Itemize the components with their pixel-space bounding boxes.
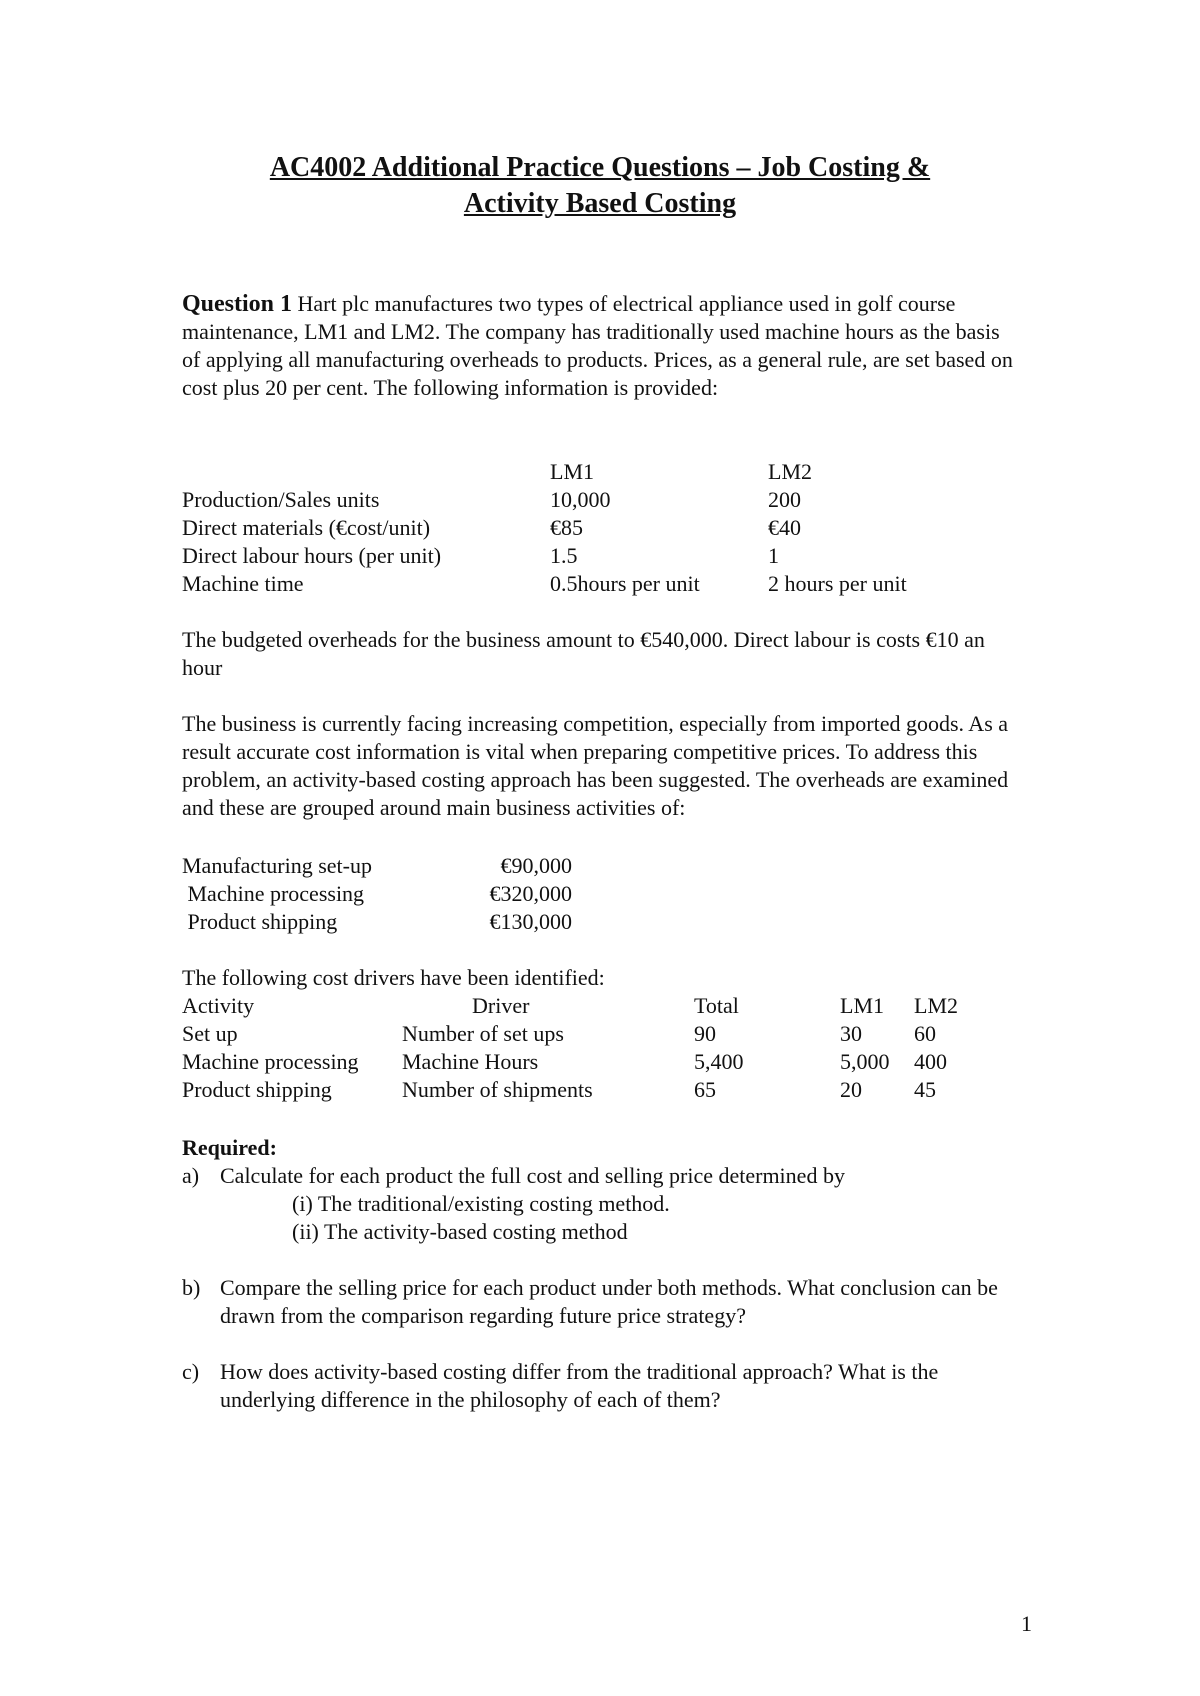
overheads-paragraph	[182, 626, 1022, 682]
required-label: Required:	[182, 1135, 277, 1160]
driver-name: Number of shipments	[402, 1077, 593, 1102]
row-lm2: 2 hours per unit	[768, 571, 907, 596]
question-1-intro	[182, 290, 1022, 402]
activity-amount: €90,000	[500, 853, 572, 878]
row-lm1: 10,000	[550, 487, 611, 512]
product-header-lm1: LM1	[550, 459, 594, 484]
competition-paragraph	[182, 710, 1022, 822]
product-header-lm2: LM2	[768, 459, 812, 484]
drivers-header-driver: Driver	[472, 993, 530, 1018]
list-marker-a: a)	[182, 1163, 200, 1188]
row-lm1: 0.5hours per unit	[550, 571, 700, 596]
required-b-text: Compare the selling price for each product under both methods. What conclusion can be drawn from the comparison regarding future price strategy?	[220, 1275, 998, 1328]
driver-lm2: 400	[914, 1049, 947, 1074]
driver-lm1: 20	[840, 1077, 862, 1102]
activity-amount: €320,000	[489, 881, 572, 906]
list-item	[182, 1162, 1032, 1190]
driver-lm2: 60	[914, 1021, 936, 1046]
row-lm2: 200	[768, 487, 801, 512]
driver-total: 65	[694, 1077, 716, 1102]
drivers-header-activity: Activity	[182, 993, 255, 1018]
activity-row	[182, 852, 572, 880]
drivers-header-total: Total	[694, 993, 739, 1018]
competition-text: The business is currently facing increasing competition, especially from imported goods. As a result accurate cost information is vital when preparing competitive prices. To address this problem, an activity-based costing approach has been suggested. The overheads are examined and these are grouped around main business activities of:	[182, 711, 1009, 820]
required-a-i: (i) The traditional/existing costing method.	[292, 1191, 670, 1216]
activity-row	[182, 880, 572, 908]
row-lm1: €85	[550, 515, 583, 540]
activity-name: Manufacturing set-up	[182, 853, 372, 878]
row-lm2: 1	[768, 543, 779, 568]
row-label: Machine time	[182, 571, 304, 596]
driver-name: Machine Hours	[402, 1049, 539, 1074]
activity-row	[182, 908, 572, 936]
list-item	[182, 1274, 1032, 1330]
row-label: Production/Sales units	[182, 487, 380, 512]
title-line-1: AC4002 Additional Practice Questions – Job Costing &	[269, 152, 931, 183]
driver-total: 90	[694, 1021, 716, 1046]
page-title	[182, 150, 1018, 222]
driver-activity: Machine processing	[182, 1049, 359, 1074]
driver-name: Number of set ups	[402, 1021, 564, 1046]
question-label: Question 1	[182, 291, 293, 317]
title-line-2: Activity Based Costing	[463, 188, 737, 219]
driver-lm1: 5,000	[840, 1049, 890, 1074]
activity-name: Product shipping	[182, 909, 338, 934]
overheads-text: The budgeted overheads for the business amount to €540,000. Direct labour is costs €10 an hour	[182, 627, 985, 680]
required-a-text: Calculate for each product the full cost and selling price determined by	[220, 1163, 845, 1188]
driver-total: 5,400	[694, 1049, 744, 1074]
row-label: Direct labour hours (per unit)	[182, 543, 442, 568]
required-c-text: How does activity-based costing differ from the traditional approach? What is the underlying difference in the philosophy of each of them?	[220, 1359, 939, 1412]
list-item	[182, 1358, 1032, 1414]
required-a-ii: (ii) The activity-based costing method	[292, 1219, 628, 1244]
page-number: 1	[1021, 1611, 1032, 1636]
drivers-intro	[182, 964, 1022, 992]
driver-lm2: 45	[914, 1077, 936, 1102]
drivers-header-lm2: LM2	[914, 993, 958, 1018]
question-intro-text: Hart plc manufactures two types of electrical appliance used in golf course maintenance, LM1 and LM2. The company has traditionally used machine hours as the basis of applying all manufacturing overheads to products. Prices, as a general rule, are set based on cost plus 20 per cent. The following information is provided:	[182, 291, 1013, 400]
driver-activity: Product shipping	[182, 1077, 332, 1102]
drivers-intro-text: The following cost drivers have been identified:	[182, 965, 605, 990]
driver-lm1: 30	[840, 1021, 862, 1046]
list-marker-c: c)	[182, 1359, 200, 1384]
row-label: Direct materials (€cost/unit)	[182, 515, 431, 540]
driver-activity: Set up	[182, 1021, 238, 1046]
row-lm2: €40	[768, 515, 801, 540]
drivers-header-lm1: LM1	[840, 993, 884, 1018]
list-marker-b: b)	[182, 1275, 201, 1300]
activity-name: Machine processing	[182, 881, 365, 906]
row-lm1: 1.5	[550, 543, 578, 568]
activity-amount: €130,000	[489, 909, 572, 934]
